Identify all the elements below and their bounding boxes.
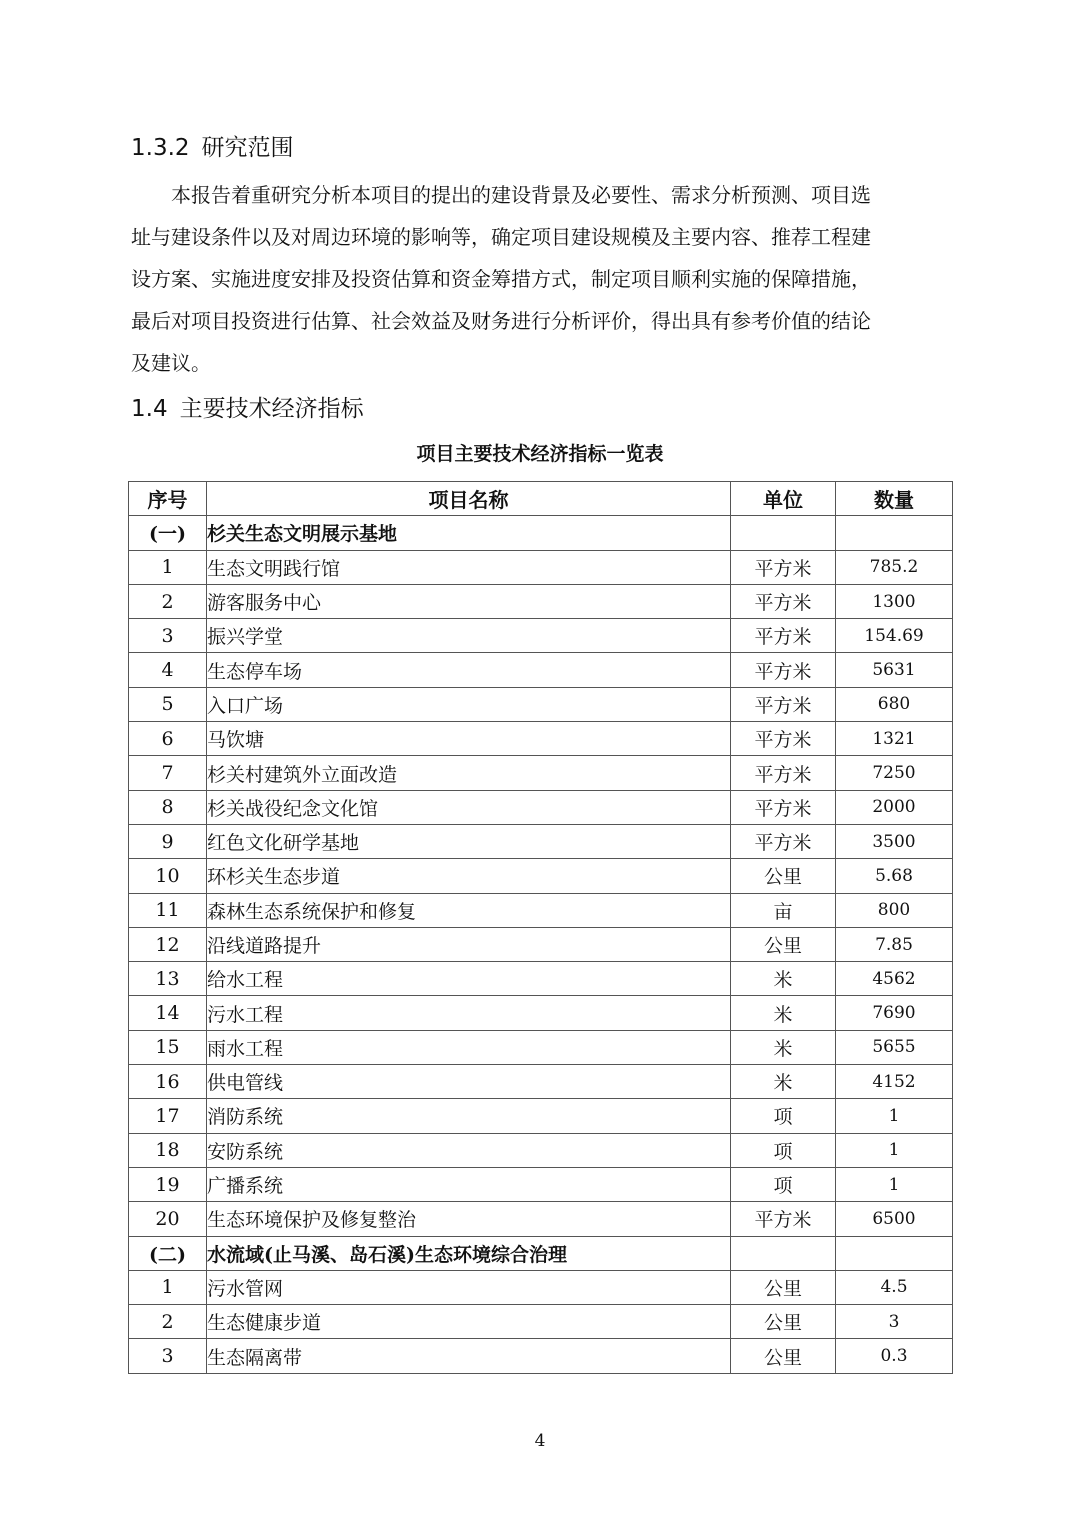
table-caption: 项目主要技术经济指标一览表 [416,443,664,465]
cell-unit: 平方米 [731,687,836,721]
cell-seq: 20 [129,1202,207,1236]
cell-name: 马饮塘 [207,722,731,756]
cell-unit: 米 [731,962,836,996]
cell-name: 污水工程 [207,996,731,1030]
cell-qty: 4.5 [836,1270,953,1304]
table-group-row [129,516,953,550]
cell-seq: 16 [129,1065,207,1099]
cell-qty: 0.3 [836,1339,953,1373]
table-row [129,1030,953,1064]
table-row [129,859,953,893]
table-row [129,996,953,1030]
research-scope-paragraph [131,174,943,384]
section-heading-1-3-2 [131,133,294,163]
table-row [129,619,953,653]
cell-unit: 项 [731,1099,836,1133]
cell-unit: 平方米 [731,653,836,687]
cell-name: 沿线道路提升 [207,927,731,961]
table-row [129,550,953,584]
cell-seq: (二) [129,1236,207,1270]
cell-unit: 平方米 [731,824,836,858]
cell-unit: 平方米 [731,756,836,790]
cell-name: 消防系统 [207,1099,731,1133]
cell-name: 杉关村建筑外立面改造 [207,756,731,790]
cell-qty: 5.68 [836,859,953,893]
cell-qty: 680 [836,687,953,721]
cell-qty: 3 [836,1305,953,1339]
cell-unit: 米 [731,996,836,1030]
cell-unit: 米 [731,1030,836,1064]
header-qty: 数量 [836,482,953,516]
cell-unit: 公里 [731,927,836,961]
cell-unit: 平方米 [731,722,836,756]
cell-seq: 13 [129,962,207,996]
table-group-row [129,1236,953,1270]
cell-unit: 亩 [731,893,836,927]
cell-seq: 18 [129,1133,207,1167]
table-row [129,1065,953,1099]
cell-unit: 项 [731,1133,836,1167]
section-title: 研究范围 [201,135,294,161]
table-row [129,893,953,927]
section-number: 1.4 [131,396,168,422]
cell-qty: 4562 [836,962,953,996]
cell-name: 广播系统 [207,1167,731,1201]
cell-seq: 3 [129,1339,207,1373]
cell-qty: 1 [836,1099,953,1133]
cell-seq: 3 [129,619,207,653]
cell-name: 森林生态系统保护和修复 [207,893,731,927]
cell-name: 给水工程 [207,962,731,996]
cell-seq: 9 [129,824,207,858]
cell-seq: 1 [129,550,207,584]
cell-seq: 17 [129,1099,207,1133]
cell-seq: 2 [129,1305,207,1339]
cell-seq: 15 [129,1030,207,1064]
cell-name: 供电管线 [207,1065,731,1099]
cell-unit: 米 [731,1065,836,1099]
header-seq: 序号 [129,482,207,516]
cell-qty: 5631 [836,653,953,687]
page-number: 4 [534,1431,546,1451]
cell-unit: 平方米 [731,1202,836,1236]
cell-unit: 公里 [731,1339,836,1373]
cell-unit: 平方米 [731,584,836,618]
header-unit: 单位 [731,482,836,516]
cell-seq: 1 [129,1270,207,1304]
table-row [129,1099,953,1133]
cell-seq: 7 [129,756,207,790]
section-heading-1-4 [131,394,364,424]
cell-name: 生态环境保护及修复整治 [207,1202,731,1236]
cell-seq: 10 [129,859,207,893]
cell-name: 水流域(止马溪、岛石溪)生态环境综合治理 [207,1236,731,1270]
section-number: 1.3.2 [131,135,190,161]
cell-qty: 2000 [836,790,953,824]
cell-name: 生态文明践行馆 [207,550,731,584]
header-name: 项目名称 [207,482,731,516]
cell-qty: 7690 [836,996,953,1030]
table-row [129,653,953,687]
cell-unit: 平方米 [731,550,836,584]
table-row [129,790,953,824]
indicators-table [128,481,953,1374]
cell-qty: 1 [836,1133,953,1167]
cell-unit [731,1236,836,1270]
table-row [129,1167,953,1201]
cell-qty: 785.2 [836,550,953,584]
cell-name: 游客服务中心 [207,584,731,618]
cell-unit: 项 [731,1167,836,1201]
cell-name: 入口广场 [207,687,731,721]
cell-unit: 公里 [731,859,836,893]
cell-qty [836,1236,953,1270]
table-row [129,722,953,756]
cell-name: 雨水工程 [207,1030,731,1064]
cell-qty: 7.85 [836,927,953,961]
cell-qty: 1300 [836,584,953,618]
paragraph-line: 本报告着重研究分析本项目的提出的建设背景及必要性、需求分析预测、项目选 [171,183,871,207]
table-body [129,516,953,1373]
table-row [129,1339,953,1373]
cell-name: 杉关战役纪念文化馆 [207,790,731,824]
cell-seq: 6 [129,722,207,756]
cell-seq: 19 [129,1167,207,1201]
cell-unit: 平方米 [731,619,836,653]
cell-name: 环杉关生态步道 [207,859,731,893]
cell-name: 红色文化研学基地 [207,824,731,858]
cell-seq: 4 [129,653,207,687]
cell-seq: 14 [129,996,207,1030]
paragraph-line: 设方案、实施进度安排及投资估算和资金筹措方式，制定项目顺利实施的保障措施， [131,267,871,291]
cell-name: 杉关生态文明展示基地 [207,516,731,550]
cell-seq: 12 [129,927,207,961]
cell-qty: 6500 [836,1202,953,1236]
table-row [129,687,953,721]
table-row [129,962,953,996]
cell-unit: 平方米 [731,790,836,824]
cell-unit: 公里 [731,1270,836,1304]
cell-qty: 1321 [836,722,953,756]
cell-seq: (一) [129,516,207,550]
paragraph-line: 最后对项目投资进行估算、社会效益及财务进行分析评价，得出具有参考价值的结论 [131,309,871,333]
cell-qty [836,516,953,550]
cell-seq: 5 [129,687,207,721]
cell-qty: 154.69 [836,619,953,653]
cell-unit [731,516,836,550]
table-row [129,1133,953,1167]
section-title: 主要技术经济指标 [179,396,364,422]
table-row [129,824,953,858]
cell-name: 安防系统 [207,1133,731,1167]
table-row [129,927,953,961]
cell-name: 振兴学堂 [207,619,731,653]
cell-qty: 3500 [836,824,953,858]
cell-unit: 公里 [731,1305,836,1339]
cell-qty: 800 [836,893,953,927]
table-row [129,756,953,790]
cell-seq: 8 [129,790,207,824]
table-row [129,1305,953,1339]
paragraph-line: 及建议。 [131,351,211,375]
cell-qty: 5655 [836,1030,953,1064]
table-row [129,1270,953,1304]
cell-name: 污水管网 [207,1270,731,1304]
paragraph-line: 址与建设条件以及对周边环境的影响等，确定项目建设规模及主要内容、推荐工程建 [131,225,871,249]
cell-name: 生态停车场 [207,653,731,687]
cell-seq: 2 [129,584,207,618]
cell-qty: 4152 [836,1065,953,1099]
cell-seq: 11 [129,893,207,927]
table-header-row [129,482,953,516]
table-row [129,584,953,618]
cell-qty: 7250 [836,756,953,790]
cell-name: 生态隔离带 [207,1339,731,1373]
cell-qty: 1 [836,1167,953,1201]
table-row [129,1202,953,1236]
cell-name: 生态健康步道 [207,1305,731,1339]
